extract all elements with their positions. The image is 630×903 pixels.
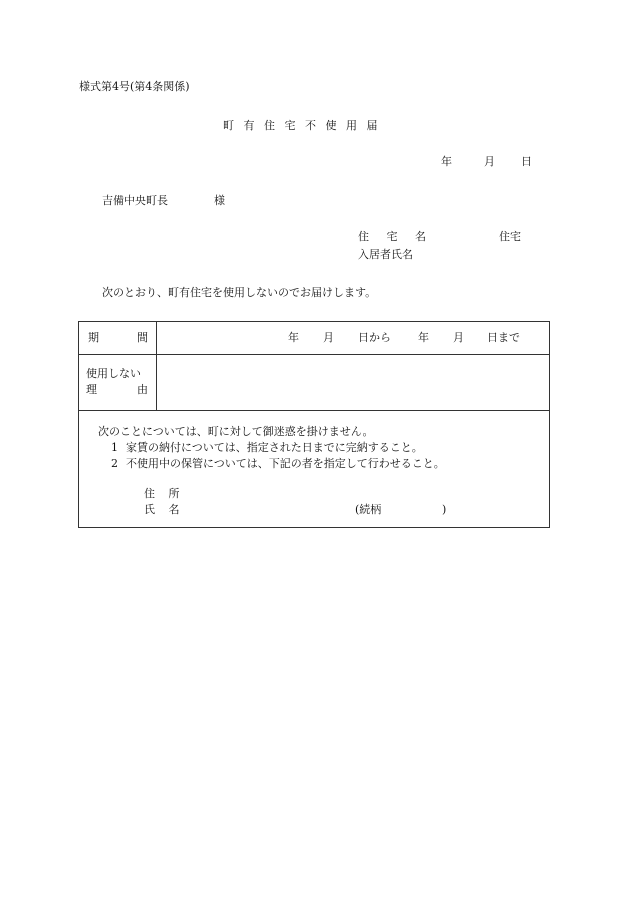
form-number: 様式第4号(第4条関係) <box>79 80 190 93</box>
period-month-to: 月 <box>453 331 464 344</box>
notes-lead: 次のことについては、町に対して御迷惑を掛けません。 <box>98 425 374 438</box>
note-item-2-number: 2 <box>111 457 118 470</box>
note-item-1-text: 家賃の納付については、指定された日までに完納すること。 <box>126 441 423 454</box>
date-year: 年 <box>441 155 452 168</box>
intro-text: 次のとおり、町有住宅を使用しないのでお届けします。 <box>102 286 377 299</box>
housing-name-label: 住 宅 名 <box>358 230 433 243</box>
keeper-relation-open: (続柄 <box>355 503 382 516</box>
resident-name-label: 入居者氏名 <box>358 248 413 261</box>
keeper-relation-close: ) <box>442 503 447 516</box>
document-title: 町有住宅不使用届 <box>223 119 387 132</box>
addressee-honorific: 様 <box>214 194 225 207</box>
reason-label-a: 理 <box>86 383 97 396</box>
reason-label-line1: 使用しない <box>86 367 141 380</box>
note-item-1-number: 1 <box>111 441 118 454</box>
date-line <box>441 155 532 169</box>
housing-suffix: 住宅 <box>499 230 521 243</box>
application-table <box>78 321 550 528</box>
period-label-cell <box>79 322 157 354</box>
period-day-to: 日まで <box>487 331 520 344</box>
keeper-name-label: 氏 名 <box>144 503 185 516</box>
period-row <box>79 322 549 355</box>
period-year-from: 年 <box>288 331 299 344</box>
period-label-b: 間 <box>137 331 148 344</box>
addressee-name: 吉備中央町長 <box>102 194 168 207</box>
date-day: 日 <box>521 155 532 168</box>
reason-label-b: 由 <box>137 383 148 396</box>
date-month: 月 <box>484 155 495 168</box>
period-day-from: 日から <box>358 331 391 344</box>
period-label-a: 期 <box>88 331 99 344</box>
keeper-address-label: 住 所 <box>144 487 185 500</box>
reason-row <box>79 354 549 411</box>
period-year-to: 年 <box>418 331 429 344</box>
period-month-from: 月 <box>323 331 334 344</box>
note-item-2-text: 不使用中の保管については、下記の者を指定して行わせること。 <box>126 457 445 470</box>
reason-label-cell <box>79 354 157 410</box>
addressee <box>102 194 225 208</box>
applicant-block <box>358 230 528 266</box>
